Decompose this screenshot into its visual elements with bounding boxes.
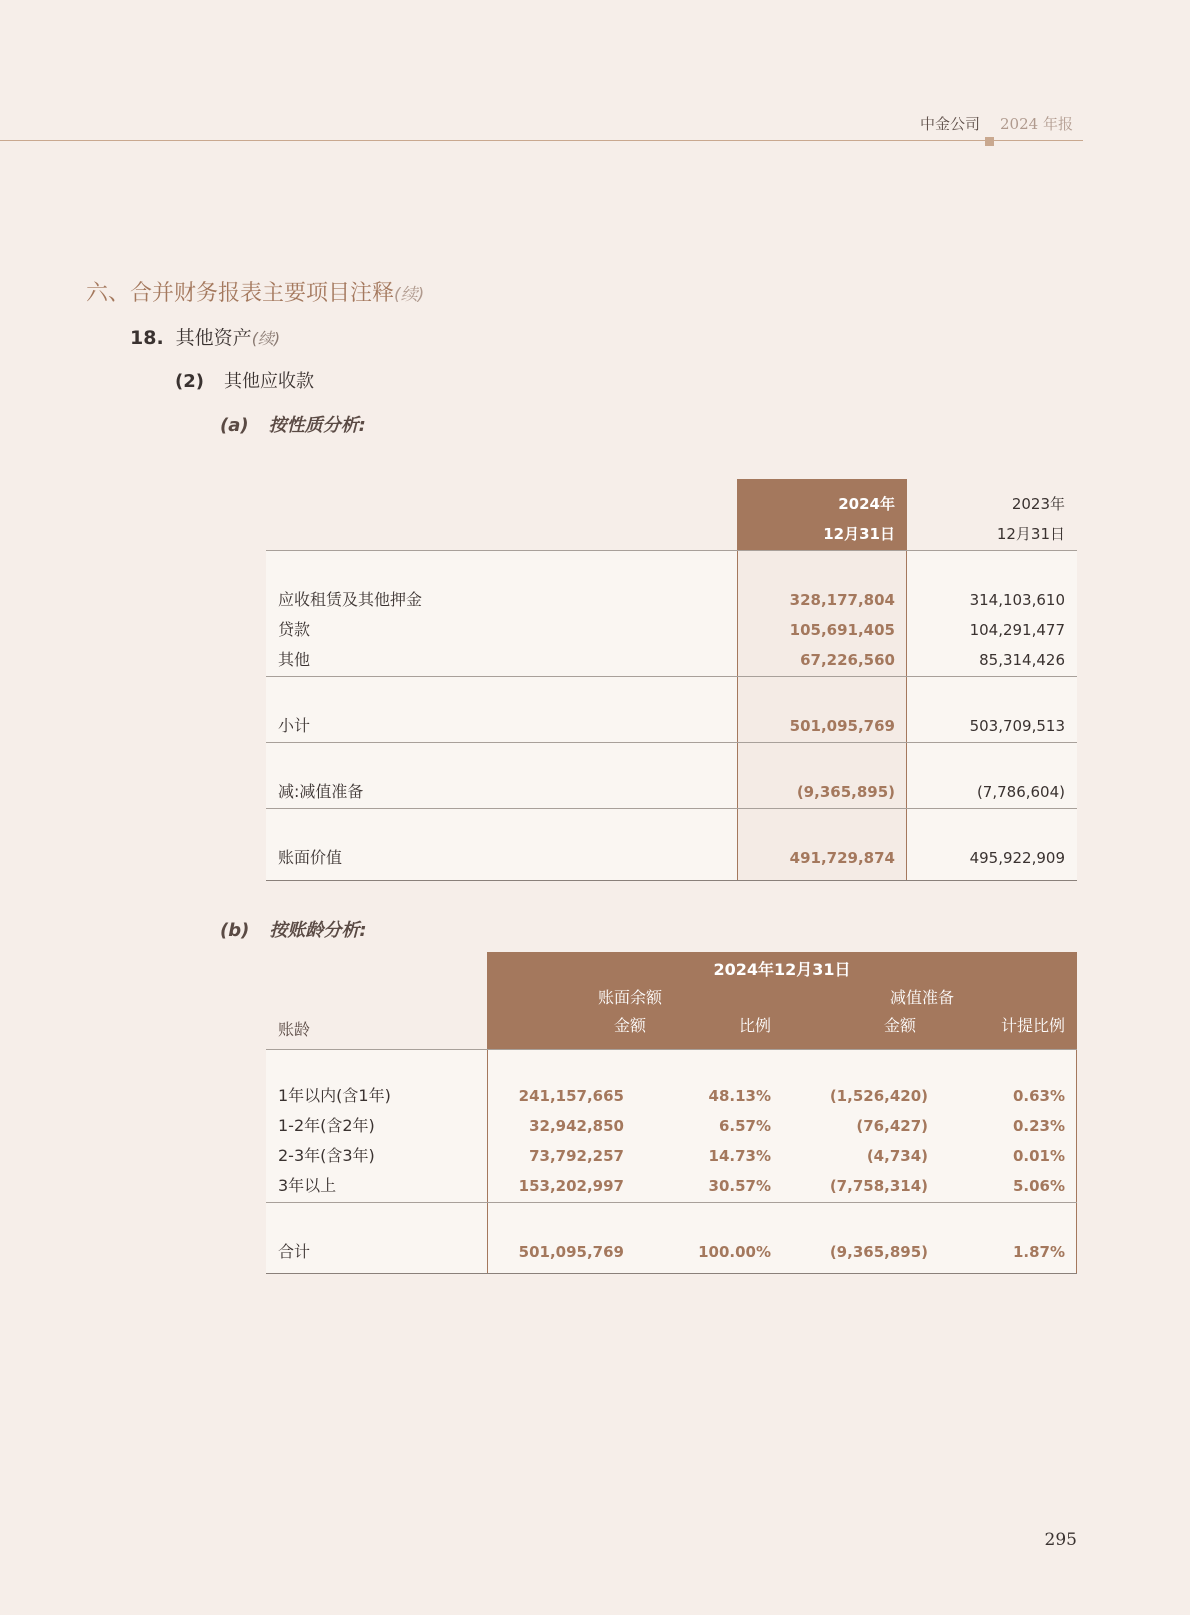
header-amount: 金额 <box>613 1016 646 1035</box>
row-prior-value: 503,709,513 <box>969 717 1065 735</box>
table-b-header-rule <box>266 1049 1077 1050</box>
note-continued: (续) <box>251 329 281 348</box>
table-row <box>266 645 1077 675</box>
note-title: 其他资产 <box>175 327 252 349</box>
sub-heading <box>175 367 314 393</box>
row-ratio: 100.00% <box>698 1243 771 1261</box>
row-prior-value: (7,786,604) <box>976 783 1065 801</box>
row-label: 应收租赁及其他押金 <box>278 590 423 609</box>
subtotal-row <box>266 711 1077 741</box>
table-a-rule <box>266 742 1077 743</box>
carrying-value-row <box>266 843 1077 873</box>
table-row <box>266 615 1077 645</box>
row-current-value: 328,177,804 <box>789 591 895 609</box>
table-a-bottom-rule <box>266 880 1077 881</box>
header-provision-amount: 金额 <box>883 1016 916 1035</box>
table-b-bottom-rule <box>266 1273 1077 1274</box>
header-current-date: 12月31日 <box>823 525 895 543</box>
row-ratio: 48.13% <box>708 1087 771 1105</box>
row-amount: 73,792,257 <box>529 1147 624 1165</box>
table-a-header-rule <box>266 550 1077 551</box>
row-label: 3年以上 <box>278 1176 337 1195</box>
header-current-year: 2024年 <box>838 495 895 513</box>
part-b-title: 按账龄分析: <box>269 920 367 941</box>
sub-title: 其他应收款 <box>223 371 314 392</box>
header-marker <box>985 137 994 146</box>
total-row <box>266 1237 1077 1267</box>
part-a-title: 按性质分析: <box>268 415 366 436</box>
row-label: 1年以内(含1年) <box>278 1086 391 1105</box>
row-label: 2-3年(含3年) <box>278 1146 375 1165</box>
part-b-number: (b) <box>220 920 250 941</box>
header-prior-year: 2023年 <box>1011 495 1065 513</box>
row-provision: (4,734) <box>866 1147 928 1165</box>
row-provision-ratio: 5.06% <box>1012 1177 1065 1195</box>
row-ratio: 30.57% <box>708 1177 771 1195</box>
row-provision-ratio: 0.23% <box>1012 1117 1065 1135</box>
row-provision: (76,427) <box>856 1117 928 1135</box>
row-label: 合计 <box>278 1242 311 1261</box>
row-label: 账面价值 <box>278 848 343 867</box>
header-impairment: 减值准备 <box>889 988 954 1007</box>
row-label: 减:减值准备 <box>278 782 364 801</box>
table-a-rule <box>266 676 1077 677</box>
row-label: 1-2年(含2年) <box>278 1116 375 1135</box>
row-current-value: 491,729,874 <box>789 849 895 867</box>
part-b-heading <box>220 916 367 942</box>
part-a-number: (a) <box>220 415 249 436</box>
header-company: 中金公司 <box>920 115 981 133</box>
row-ratio: 14.73% <box>708 1147 771 1165</box>
row-label: 其他 <box>278 650 311 669</box>
row-provision-ratio: 1.87% <box>1012 1243 1065 1261</box>
row-amount: 241,157,665 <box>518 1087 624 1105</box>
header-report-title: 2024 年报 <box>1000 115 1073 133</box>
table-row <box>266 585 1077 615</box>
note-heading <box>130 323 280 350</box>
part-a-heading <box>220 411 366 437</box>
row-provision: (7,758,314) <box>829 1177 928 1195</box>
table-row <box>266 1171 1077 1201</box>
header-ratio: 比例 <box>738 1016 771 1035</box>
row-provision-ratio: 0.63% <box>1012 1087 1065 1105</box>
row-prior-value: 104,291,477 <box>969 621 1065 639</box>
row-prior-value: 314,103,610 <box>969 591 1065 609</box>
row-provision-ratio: 0.01% <box>1012 1147 1065 1165</box>
row-current-value: 67,226,560 <box>800 651 895 669</box>
table-b-rule <box>266 1202 1077 1203</box>
row-prior-value: 495,922,909 <box>969 849 1065 867</box>
table-row <box>266 1081 1077 1111</box>
section-continued: (续) <box>394 285 425 305</box>
header-provision-ratio: 计提比例 <box>1000 1016 1065 1035</box>
header-date: 2024年12月31日 <box>713 960 851 979</box>
section-title-text: 六、合并财务报表主要项目注释 <box>86 281 395 306</box>
row-prior-value: 85,314,426 <box>979 651 1065 669</box>
row-amount: 501,095,769 <box>518 1243 624 1261</box>
row-current-value: 105,691,405 <box>789 621 895 639</box>
row-provision: (1,526,420) <box>829 1087 928 1105</box>
table-a-rule <box>266 808 1077 809</box>
header-prior-date: 12月31日 <box>996 525 1065 543</box>
section-title <box>86 276 424 307</box>
row-amount: 153,202,997 <box>518 1177 624 1195</box>
row-amount: 32,942,850 <box>529 1117 624 1135</box>
note-number: 18. <box>130 327 164 349</box>
row-current-value: 501,095,769 <box>789 717 895 735</box>
table-row <box>266 1111 1077 1141</box>
row-label: 小计 <box>278 716 311 735</box>
sub-number: (2) <box>175 371 204 392</box>
table-row <box>266 1141 1077 1171</box>
header-rule <box>0 140 1083 141</box>
header-aging: 账龄 <box>278 1020 311 1039</box>
impairment-row <box>266 777 1077 807</box>
header-gross-balance: 账面余额 <box>597 988 662 1007</box>
page-number: 295 <box>1044 1530 1077 1550</box>
table-a-header-current <box>737 489 895 549</box>
row-ratio: 6.57% <box>718 1117 771 1135</box>
row-provision: (9,365,895) <box>829 1243 928 1261</box>
table-a-header-prior <box>907 489 1065 549</box>
row-current-value: (9,365,895) <box>796 783 895 801</box>
row-label: 贷款 <box>278 620 311 639</box>
